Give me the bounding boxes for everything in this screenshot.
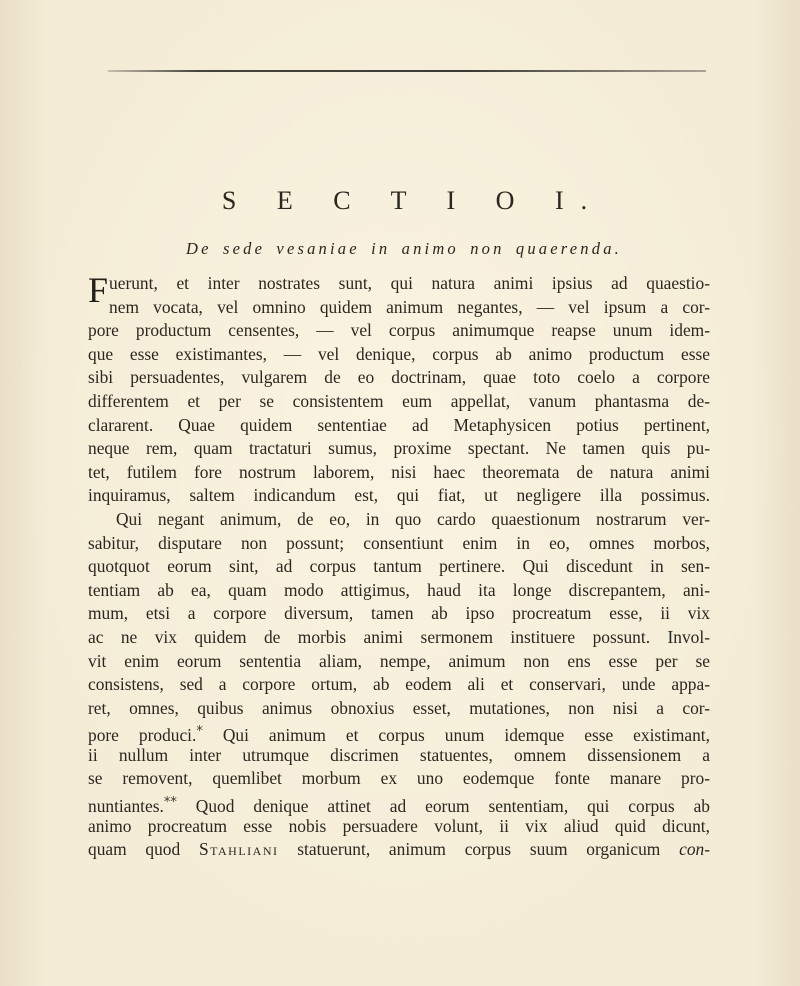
section-subtitle: De sede vesaniae in animo non quaerenda.	[186, 239, 622, 258]
text-line: pore productum censentes, — vel corpus animumque reapse unum idem-	[88, 320, 710, 341]
line-text: Qui animum et corpus unum idemque esse existimant,	[222, 725, 710, 746]
footnote-mark: *	[196, 724, 203, 740]
body-text	[88, 272, 710, 862]
text-line: se removent, quemlibet morbum ex uno eodemque fonte manare pro-	[88, 768, 710, 789]
text-line: quotquot eorum sint, ad corpus tantum pertinere. Qui discedunt in sen-	[88, 556, 710, 577]
text-line	[88, 791, 710, 815]
text-line: animo procreatum esse nobis persuadere volunt, ii vix aliud quid dicunt,	[88, 815, 710, 836]
catchword: con-	[679, 839, 710, 860]
drop-cap: F	[88, 270, 109, 310]
line-text: nuntiantes.	[88, 796, 164, 817]
text-line: que esse existimantes, — vel denique, corpus ab animo productum esse	[88, 343, 710, 364]
text-line: ret, omnes, quibus animus obnoxius esset, mutationes, non nisi a cor-	[88, 697, 710, 718]
footnote-mark: **	[163, 795, 177, 811]
text-line: ii nullum inter utrumque discrimen statuentes, omnem dissensionem a	[88, 744, 710, 765]
author-name: Stahliani	[198, 839, 279, 860]
text-line: consistens, sed a corpore ortum, ab eodem ali et conservari, unde appa-	[88, 674, 710, 695]
text-line: vit enim eorum sententia aliam, nempe, animum non ens esse per se	[88, 650, 710, 671]
line-text: uerunt, et inter nostrates sunt, qui natura animi ipsius ad quaestio-	[109, 273, 710, 293]
top-rule	[108, 70, 706, 72]
text-line: clararent. Quae quidem sententiae ad Metaphysicen potius pertinent,	[88, 414, 710, 435]
line-text: quam quod	[88, 839, 181, 860]
line-text: pore produci.	[88, 725, 197, 746]
text-line: inquiramus, saltem indicandum est, qui fiat, ut negligere illa possimus.	[88, 485, 710, 506]
text-line: Qui negant animum, de eo, in quo cardo quaestionum nostrarum ver-	[116, 508, 710, 529]
text-line: neque rem, quam tractaturi sumus, proxime spectant. Ne tamen quis pu-	[88, 438, 710, 459]
section-heading: S E C T I O I.	[221, 186, 605, 215]
text-line: sibi persuadentes, vulgarem de eo doctrinam, quae toto coelo a corpore	[88, 367, 710, 388]
text-line: nem vocata, vel omnino quidem animum negantes, — vel ipsum a cor-	[109, 296, 710, 317]
line-text: Quod denique attinet ad eorum sententiam, qui corpus ab	[195, 796, 710, 817]
text-line: sabitur, disputare non possunt; consentiunt enim in eo, omnes morbos,	[88, 532, 710, 553]
text-line: tentiam ab ea, quam modo attigimus, haud ita longe discrepantem, ani-	[88, 579, 710, 600]
line-text: statuerunt, animum corpus suum organicum	[297, 839, 661, 860]
text-line: ac ne vix quidem de morbis animi sermonem instituere possunt. Invol-	[88, 626, 710, 647]
text-line: mum, etsi a corpore diversum, tamen ab ipso procreatum esse, ii vix	[88, 603, 710, 624]
text-line	[88, 720, 710, 744]
text-line: tet, futilem fore nostrum laborem, nisi haec theoremata de natura animi	[88, 461, 710, 482]
text-line	[88, 838, 710, 862]
text-line: differentem et per se consistentem eum appellat, vanum phantasma de-	[88, 390, 710, 411]
